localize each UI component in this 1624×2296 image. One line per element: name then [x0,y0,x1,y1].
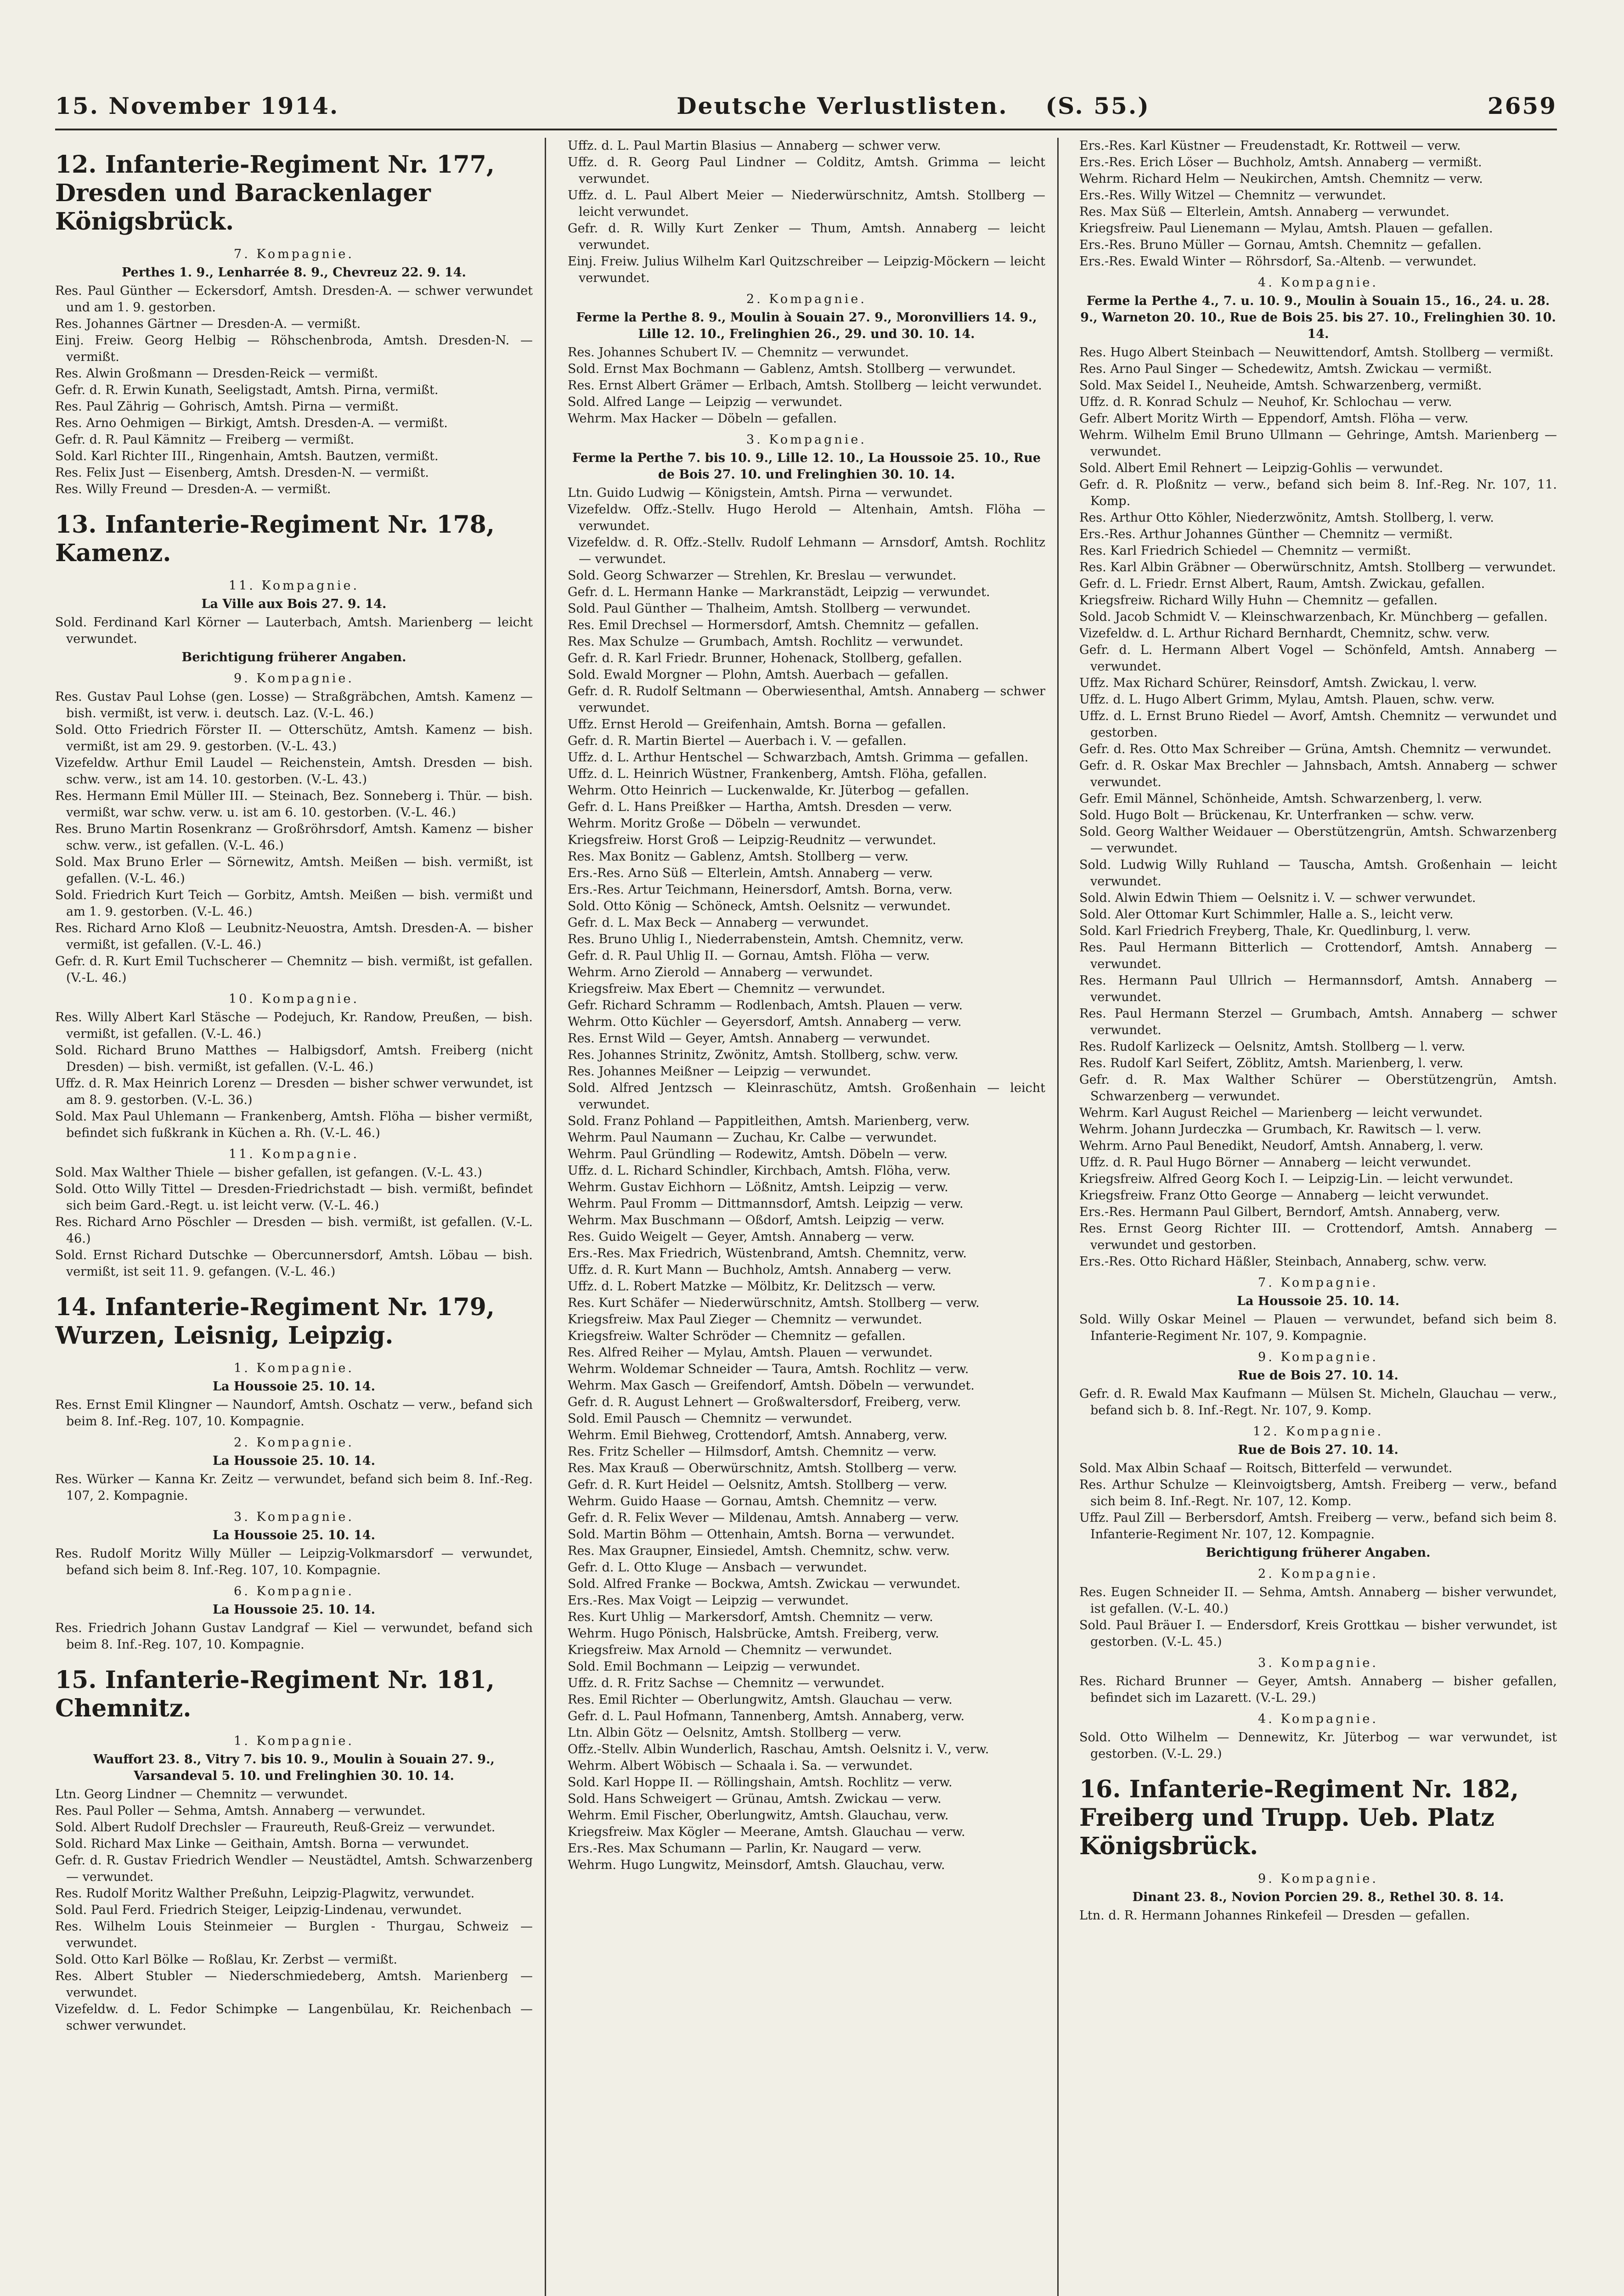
casualty-entry: Wehrm. Karl August Reichel — Marienberg — leicht verwundet. [1079,1106,1483,1120]
casualty-entry: Kriegsfreiw. Paul Lienemann — Mylau, Amtsh. Plauen — gefallen. [1079,221,1493,236]
place-line: Dinant 23. 8., Novion Porcien 29. 8., Rethel 30. 8. 14. [1132,1890,1504,1904]
casualty-entry: Sold. Emil Pausch — Chemnitz — verwundet. [568,1412,852,1426]
casualty-entry: Sold. Max Paul Uhlemann — Frankenberg, Amtsh. Flöha — bisher vermißt, befindet sich fußkrank in Küchen a. Rh. (V.-L. 46.) [55,1109,533,1140]
casualty-entry: Uffz. d. L. Hugo Albert Grimm, Mylau, Amtsh. Plauen, schw. verw. [1079,692,1495,707]
casualty-entry: Res. Emil Drechsel — Hormersdorf, Amtsh. Chemnitz — gefallen. [568,618,979,632]
casualty-entry: Res. Arthur Otto Köhler, Niederzwönitz, Amtsh. Stollberg, l. verw. [1079,511,1494,525]
casualty-entry: Wehrm. Paul Naumann — Zuchau, Kr. Calbe — verwundet. [568,1131,937,1145]
casualty-entry: Res. Ernst Wild — Geyer, Amtsh. Annaberg — verwundet. [568,1031,930,1046]
casualty-entry: Res. Karl Albin Gräbner — Oberwürschnitz, Amtsh. Stollberg — verwundet. [1079,560,1556,574]
casualty-entry: Sold. Max Walther Thiele — bisher gefallen, ist gefangen. (V.-L. 43.) [55,1165,482,1180]
casualty-entry: Res. Rudolf Moritz Walther Preßuhn, Leipzig-Plagwitz, verwundet. [55,1886,475,1901]
casualty-entry: Gefr. d. R. Ewald Max Kaufmann — Mülsen St. Micheln, Glauchau — verw., befand sich b. 8. Inf.-Regt. Nr. 107, 9. Komp. [1079,1387,1557,1418]
casualty-entry: Einj. Freiw. Georg Helbig — Röhschenbroda, Amtsh. Dresden-N. — vermißt. [55,333,533,364]
casualty-entry: Res. Kurt Schäfer — Niederwürschnitz, Amtsh. Stollberg — verw. [568,1296,980,1310]
casualty-entry: Sold. Hugo Bolt — Brückenau, Kr. Unterfranken — schw. verw. [1079,808,1474,822]
casualty-entry: Kriegsfreiw. Horst Groß — Leipzig-Reudnitz — verwundet. [568,833,936,847]
casualty-entry: Sold. Max Seidel I., Neuheide, Amtsh. Schwarzenberg, vermißt. [1079,378,1482,393]
casualty-entry: Res. Max Süß — Elterlein, Amtsh. Annaberg — verwundet. [1079,205,1449,219]
casualty-entry: Sold. Emil Bochmann — Leipzig — verwundet. [568,1660,861,1674]
casualty-entry: Res. Paul Zährig — Gohrisch, Amtsh. Pirna — vermißt. [55,400,399,414]
header-date: 15. November 1914. [55,92,339,119]
casualty-entry: Sold. Alwin Edwin Thiem — Oelsnitz i. V. — schwer verwundet. [1079,891,1476,905]
section-heading: 12. Infanterie-Regiment Nr. 177, Dresden und Barackenlager Königsbrück. [55,151,495,236]
company-heading: 9. Kompagnie. [1258,1350,1378,1364]
casualty-entry: Wehrm. Richard Helm — Neukirchen, Amtsh. Chemnitz — verw. [1079,172,1483,186]
casualty-entry: Sold. Albert Rudolf Drechsler — Fraureuth, Reuß-Greiz — verwundet. [55,1820,496,1835]
casualty-entry: Ers.-Res. Erich Löser — Buchholz, Amtsh. Annaberg — vermißt. [1079,155,1482,169]
casualty-entry: Res. Paul Poller — Sehma, Amtsh. Annaberg — verwundet. [55,1804,426,1818]
casualty-entry: Res. Max Schulze — Grumbach, Amtsh. Rochlitz — verwundet. [568,635,964,649]
casualty-entry: Res. Paul Hermann Sterzel — Grumbach, Amtsh. Annaberg — schwer verwundet. [1079,1007,1557,1037]
company-heading: 3. Kompagnie. [746,433,867,447]
casualty-entry: Sold. Jacob Schmidt V. — Kleinschwarzenbach, Kr. Münchberg — gefallen. [1079,610,1548,624]
place-line: Berichtigung früherer Angaben. [1206,1546,1431,1560]
casualty-entry: Sold. Ludwig Willy Ruhland — Tauscha, Amtsh. Großenhain — leicht verwundet. [1079,858,1557,889]
casualty-entry: Sold. Richard Max Linke — Geithain, Amtsh. Borna — verwundet. [55,1837,469,1851]
casualty-entry: Res. Ernst Emil Klingner — Naundorf, Amtsh. Oschatz — verw., befand sich beim 8. Inf.-Reg. 107, 10. Kompagnie. [55,1398,533,1429]
company-heading: 6. Kompagnie. [234,1584,354,1598]
casualty-entry: Uffz. d. R. Paul Hugo Börner — Annaberg — leicht verwundet. [1079,1155,1472,1170]
casualty-entry: Sold. Karl Richter III., Ringenhain, Amtsh. Bautzen, vermißt. [55,449,439,463]
casualty-entry: Gefr. d. R. Karl Friedr. Brunner, Hohenack, Stollberg, gefallen. [568,651,962,665]
casualty-entry: Uffz. d. L. Ernst Bruno Riedel — Avorf, Amtsh. Chemnitz — verwundet und gestorben. [1079,709,1557,740]
casualty-entry: Sold. Alfred Jentzsch — Kleinraschütz, Amtsh. Großenhain — leicht verwundet. [568,1081,1045,1112]
casualty-entry: Res. Johannes Strinitz, Zwönitz, Amtsh. Stollberg, schw. verw. [568,1048,959,1062]
casualty-entry: Sold. Aler Ottomar Kurt Schimmler, Halle a. S., leicht verw. [1079,907,1454,922]
casualty-entry: Uffz. Ernst Herold — Greifenhain, Amtsh. Borna — gefallen. [568,717,947,732]
header-title: Deutsche Verlustlisten. (S. 55.) [677,92,1150,119]
casualty-entry: Gefr. d. L. Hermann Hanke — Markranstädt, Leipzig — verwundet. [568,585,990,599]
casualty-entry: Wehrm. Albert Wöbisch — Schaala i. Sa. — verwundet. [568,1759,913,1773]
casualty-entry: Sold. Friedrich Kurt Teich — Gorbitz, Amtsh. Meißen — bish. vermißt und am 1. 9. gestorben. (V.-L. 46.) [55,888,533,919]
casualty-entry: Res. Alfred Reiher — Mylau, Amtsh. Plauen — verwundet. [568,1345,933,1360]
casualty-entry: Res. Guido Weigelt — Geyer, Amtsh. Annaberg — verw. [568,1230,914,1244]
casualty-entry: Wehrm. Otto Heinrich — Luckenwalde, Kr. Jüterbog — gefallen. [568,783,970,798]
casualty-entry: Sold. Alfred Franke — Bockwa, Amtsh. Zwickau — verwundet. [568,1577,961,1591]
casualty-entry: Offz.-Stellv. Albin Wunderlich, Raschau, Amtsh. Oelsnitz i. V., verw. [568,1742,989,1756]
place-line: Berichtigung früherer Angaben. [181,650,406,664]
casualty-entry: Gefr. d. R. Rudolf Seltmann — Oberwiesenthal, Amtsh. Annaberg — schwer verwundet. [568,684,1045,715]
casualty-entry: Gefr. d. L. Friedr. Ernst Albert, Raum, Amtsh. Zwickau, gefallen. [1079,577,1485,591]
casualty-entry: Wehrm. Moritz Große — Döbeln — verwundet. [568,816,861,831]
column-1 [55,138,533,2296]
casualty-entry: Gefr. d. L. Max Beck — Annaberg — verwundet. [568,916,869,930]
company-heading: 2. Kompagnie. [746,292,867,306]
company-heading: 7. Kompagnie. [234,247,354,261]
column-divider [1057,138,1059,2296]
casualty-entry: Res. Ernst Albert Grämer — Erlbach, Amtsh. Stollberg — leicht verwundet. [568,378,1042,393]
casualty-entry: Gefr. Emil Männel, Schönheide, Amtsh. Schwarzenberg, l. verw. [1079,792,1483,806]
casualty-entry: Res. Max Krauß — Oberwürschnitz, Amtsh. Stollberg — verw. [568,1461,957,1475]
casualty-entry: Kriegsfreiw. Max Ebert — Chemnitz — verwundet. [568,982,885,996]
casualty-entry: Gefr. d. R. Felix Wever — Mildenau, Amtsh. Annaberg — verw. [568,1511,959,1525]
casualty-entry: Wehrm. Otto Küchler — Geyersdorf, Amtsh. Annaberg — verw. [568,1015,962,1029]
casualty-entry: Res. Hermann Emil Müller III. — Steinach, Bez. Sonneberg i. Thür. — bish. vermißt, war schw. verw. u. ist am 6. 10. gestorben. (V.-L. 46.) [55,789,533,820]
casualty-entry: Gefr. d. R. Ploßnitz — verw., befand sich beim 8. Inf.-Reg. Nr. 107, 11. Komp. [1079,478,1557,508]
casualty-entry: Wehrm. Johann Jurdeczka — Grumbach, Kr. Rawitsch — l. verw. [1079,1122,1482,1137]
casualty-entry: Ers.-Res. Hermann Paul Gilbert, Berndorf, Amtsh. Annaberg, verw. [1079,1205,1500,1219]
company-heading: 3. Kompagnie. [234,1510,354,1524]
casualty-entry: Wehrm. Gustav Eichhorn — Lößnitz, Amtsh. Leipzig — verw. [568,1180,948,1194]
casualty-entry: Sold. Ewald Morgner — Plohn, Amtsh. Auerbach — gefallen. [568,668,949,682]
company-heading: 12. Kompagnie. [1252,1424,1384,1439]
place-line: La Houssoie 25. 10. 14. [1237,1294,1399,1308]
casualty-entry: Ers.-Res. Max Voigt — Leipzig — verwundet. [568,1593,849,1608]
casualty-entry: Gefr. d. L. Hans Preißker — Hartha, Amtsh. Dresden — verw. [568,800,953,814]
casualty-entry: Sold. Paul Günther — Thalheim, Amtsh. Stollberg — verwundet. [568,602,971,616]
casualty-entry: Gefr. d. R. Martin Biertel — Auerbach i. V. — gefallen. [568,734,907,748]
casualty-entry: Res. Johannes Gärtner — Dresden-A. — vermißt. [55,317,361,331]
company-heading: 10. Kompagnie. [228,992,360,1006]
casualty-entry: Ers.-Res. Max Schumann — Parlin, Kr. Naugard — verw. [568,1841,922,1856]
casualty-entry: Sold. Otto König — Schöneck, Amtsh. Oelsnitz — verwundet. [568,899,951,913]
casualty-entry: Res. Max Bonitz — Gablenz, Amtsh. Stollberg — verw. [568,850,909,864]
casualty-entry: Res. Richard Arno Kloß — Leubnitz-Neuostra, Amtsh. Dresden-A. — bisher vermißt, ist gefallen. (V.-L. 46.) [55,921,533,952]
casualty-entry: Res. Kurt Uhlig — Markersdorf, Amtsh. Chemnitz — verw. [568,1610,933,1624]
casualty-entry: Vizefeldw. d. R. Offz.-Stellv. Rudolf Lehmann — Arnsdorf, Amtsh. Rochlitz — verwundet. [568,535,1045,566]
casualty-entry: Uffz. d. L. Paul Martin Blasius — Annaberg — schwer verw. [568,139,941,153]
place-line: Ferme la Perthe 8. 9., Moulin à Souain 27. 9., Moronvilliers 14. 9., Lille 12. 10., Frelinghien 26., 29. und 30. 10. 14. [576,310,1037,341]
casualty-entry: Res. Alwin Großmann — Dresden-Reick — vermißt. [55,366,378,381]
casualty-entry: Gefr. d. L. Otto Kluge — Ansbach — verwundet. [568,1560,868,1575]
casualty-entry: Gefr. d. Res. Otto Max Schreiber — Grüna, Amtsh. Chemnitz — verwundet. [1079,742,1552,756]
casualty-entry: Res. Rudolf Moritz Willy Müller — Leipzig-Volkmarsdorf — verwundet, befand sich beim 8. Inf.-Reg. 107, 10. Kompagnie. [55,1547,533,1577]
casualty-entry: Uffz. d. L. Heinrich Wüstner, Frankenberg, Amtsh. Flöha, gefallen. [568,767,987,781]
section-heading: 14. Infanterie-Regiment Nr. 179, Wurzen, Leisnig, Leipzig. [55,1293,495,1350]
casualty-entry: Kriegsfreiw. Max Paul Zieger — Chemnitz — verwundet. [568,1312,922,1327]
casualty-entry: Kriegsfreiw. Alfred Georg Koch I. — Leipzig-Lin. — leicht verwundet. [1079,1172,1513,1186]
casualty-entry: Uffz. Max Richard Schürer, Reinsdorf, Amtsh. Zwickau, l. verw. [1079,676,1477,690]
casualty-entry: Sold. Richard Bruno Matthes — Halbigsdorf, Amtsh. Freiberg (nicht Dresden) — bish. vermißt, ist gefallen. (V.-L. 46.) [55,1043,533,1074]
casualty-entry: Sold. Otto Willy Tittel — Dresden-Friedrichstadt — bish. vermißt, befindet sich beim Gard.-Regt. u. ist leicht verw. (V.-L. 46.) [55,1182,533,1213]
casualty-entry: Sold. Ernst Richard Dutschke — Obercunnersdorf, Amtsh. Löbau — bish. vermißt, ist seit 11. 9. gefangen. (V.-L. 46.) [55,1248,533,1279]
casualty-entry: Wehrm. Arno Zierold — Annaberg — verwundet. [568,965,873,979]
company-heading: 2. Kompagnie. [1258,1567,1378,1581]
casualty-entry: Res. Eugen Schneider II. — Sehma, Amtsh. Annaberg — bisher verwundet, ist gefallen. (V.-L. 40.) [1079,1585,1557,1616]
casualty-entry: Res. Karl Friedrich Schiedel — Chemnitz — vermißt. [1079,544,1411,558]
casualty-entry: Sold. Alfred Lange — Leipzig — verwundet. [568,395,843,409]
casualty-entry: Ers.-Res. Bruno Müller — Gornau, Amtsh. Chemnitz — gefallen. [1079,238,1482,252]
place-line: Ferme la Perthe 7. bis 10. 9., Lille 12. 10., La Houssoie 25. 10., Rue de Bois 27. 10. und Frelinghien 30. 10. 14. [572,451,1041,482]
casualty-entry: Gefr. d. R. Paul Kämnitz — Freiberg — vermißt. [55,433,355,447]
place-line: La Ville aux Bois 27. 9. 14. [201,597,387,611]
casualty-entry: Wehrm. Paul Gründling — Rodewitz, Amtsh. Döbeln — verw. [568,1147,948,1161]
casualty-entry: Res. Johannes Schubert IV. — Chemnitz — verwundet. [568,345,909,360]
casualty-entry: Ers.-Res. Otto Richard Häßler, Steinbach, Annaberg, schw. verw. [1079,1255,1487,1269]
casualty-entry: Res. Willy Freund — Dresden-A. — vermißt. [55,482,331,496]
casualty-entry: Gefr. d. R. Oskar Max Brechler — Jahnsbach, Amtsh. Annaberg — schwer verwundet. [1079,759,1557,789]
casualty-entry: Sold. Karl Friedrich Freyberg, Thale, Kr. Quedlinburg, l. verw. [1079,924,1471,938]
casualty-entry: Ltn. Albin Götz — Oelsnitz, Amtsh. Stollberg — verw. [568,1726,902,1740]
casualty-entry: Sold. Otto Friedrich Förster II. — Otterschütz, Amtsh. Kamenz — bish. vermißt, ist am 29. 9. gestorben. (V.-L. 43.) [55,723,533,754]
casualty-entry: Ers.-Res. Artur Teichmann, Heinersdorf, Amtsh. Borna, verw. [568,883,953,897]
casualty-entry: Wehrm. Guido Haase — Gornau, Amtsh. Chemnitz — verw. [568,1494,937,1508]
casualty-entry: Res. Johannes Meißner — Leipzig — verwundet. [568,1064,871,1079]
casualty-entry: Kriegsfreiw. Franz Otto George — Annaberg — leicht verwundet. [1079,1188,1489,1203]
casualty-entry: Sold. Albert Emil Rehnert — Leipzig-Gohlis — verwundet. [1079,461,1444,475]
company-heading: 4. Kompagnie. [1258,276,1378,290]
casualty-entry: Res. Richard Brunner — Geyer, Amtsh. Annaberg — bisher gefallen, befindet sich im Lazarett. (V.-L. 29.) [1079,1674,1557,1705]
casualty-entry: Wehrm. Paul Fromm — Dittmannsdorf, Amtsh. Leipzig — verw. [568,1197,964,1211]
casualty-entry: Kriegsfreiw. Richard Willy Huhn — Chemnitz — gefallen. [1079,593,1438,608]
header-issue: (S. 55.) [1045,92,1150,119]
casualty-entry: Sold. Max Albin Schaaf — Roitsch, Bitterfeld — verwundet. [1079,1461,1453,1475]
place-line: Perthes 1. 9., Lenharrée 8. 9., Chevreuz 22. 9. 14. [122,265,466,280]
casualty-entry: Uffz. d. R. Georg Paul Lindner — Colditz, Amtsh. Grimma — leicht verwundet. [568,155,1045,186]
company-heading: 1. Kompagnie. [234,1361,354,1375]
casualty-entry: Res. Bruno Uhlig I., Niederrabenstein, Amtsh. Chemnitz, verw. [568,932,964,946]
casualty-entry: Gefr. d. R. Kurt Emil Tuchscherer — Chemnitz — bish. vermißt, ist gefallen. (V.-L. 46.) [55,954,533,985]
casualty-entry: Uffz. d. L. Paul Albert Meier — Niederwürschnitz, Amtsh. Stollberg — leicht verwundet. [568,188,1045,219]
casualty-entry: Ers.-Res. Arno Süß — Elterlein, Amtsh. Annaberg — verw. [568,866,933,880]
place-line: La Houssoie 25. 10. 14. [213,1379,375,1394]
casualty-entry: Vizefeldw. Arthur Emil Laudel — Reichenstein, Amtsh. Dresden — bish. schw. verw., ist am 14. 10. gestorben. (V.-L. 43.) [55,756,533,787]
place-line: Rue de Bois 27. 10. 14. [1238,1443,1398,1457]
casualty-entry: Res. Albert Stubler — Niederschmiedeberg, Amtsh. Marienberg — verwundet. [55,1969,533,2000]
company-heading: 9. Kompagnie. [234,671,354,686]
casualty-entry: Wehrm. Arno Paul Benedikt, Neudorf, Amtsh. Annaberg, l. verw. [1079,1139,1483,1153]
column-2 [568,138,1045,2296]
casualty-entry: Wehrm. Emil Fischer, Oberlungwitz, Amtsh. Glauchau, verw. [568,1808,949,1823]
casualty-entry: Res. Paul Günther — Eckersdorf, Amtsh. Dresden-A. — schwer verwundet und am 1. 9. gestorben. [55,284,533,315]
casualty-entry: Kriegsfreiw. Max Arnold — Chemnitz — verwundet. [568,1643,892,1657]
place-line: La Houssoie 25. 10. 14. [213,1528,375,1542]
casualty-entry: Uffz. d. R. Fritz Sachse — Chemnitz — verwundet. [568,1676,885,1690]
casualty-entry: Sold. Otto Wilhelm — Dennewitz, Kr. Jüterbog — war verwundet, ist gestorben. (V.-L. 29.) [1079,1730,1557,1761]
place-line: Wauffort 23. 8., Vitry 7. bis 10. 9., Moulin à Souain 27. 9., Varsandeval 5. 10. und Frelinghien 30. 10. 14. [93,1752,495,1783]
casualty-entry: Sold. Willy Oskar Meinel — Plauen — verwundet, befand sich beim 8. Infanterie-Regiment Nr. 107, 9. Kompagnie. [1079,1312,1557,1343]
casualty-entry: Einj. Freiw. Julius Wilhelm Karl Quitzschreiber — Leipzig-Möckern — leicht verwundet. [568,254,1045,285]
page-header [55,87,1557,124]
casualty-entry: Gefr. Richard Schramm — Rodlenbach, Amtsh. Plauen — verw. [568,998,963,1013]
casualty-entry: Res. Felix Just — Eisenberg, Amtsh. Dresden-N. — vermißt. [55,466,429,480]
casualty-entry: Uffz. d. L. Richard Schindler, Kirchbach, Amtsh. Flöha, verw. [568,1164,951,1178]
section-heading: 15. Infanterie-Regiment Nr. 181, Chemnitz. [55,1666,495,1722]
casualty-entry: Wehrm. Emil Biehweg, Crottendorf, Amtsh. Annaberg, verw. [568,1428,947,1442]
casualty-entry: Ers.-Res. Max Friedrich, Wüstenbrand, Amtsh. Chemnitz, verw. [568,1246,967,1261]
casualty-entry: Wehrm. Max Gasch — Greifendorf, Amtsh. Döbeln — verwundet. [568,1379,975,1393]
casualty-entry: Sold. Ernst Max Bochmann — Gablenz, Amtsh. Stollberg — verwundet. [568,362,1016,376]
casualty-entry: Ltn. Georg Lindner — Chemnitz — verwundet. [55,1787,348,1801]
casualty-entry: Sold. Paul Bräuer I. — Endersdorf, Kreis Grottkau — bisher verwundet, ist gestorben. (V.-L. 45.) [1079,1618,1557,1649]
casualty-entry: Gefr. d. L. Paul Hofmann, Tannenberg, Amtsh. Annaberg, verw. [568,1709,965,1723]
casualty-entry: Wehrm. Hugo Lungwitz, Meinsdorf, Amtsh. Glauchau, verw. [568,1858,945,1872]
casualty-entry: Res. Gustav Paul Lohse (gen. Losse) — Straßgräbchen, Amtsh. Kamenz — bish. vermißt, ist verw. i. deutsch. Laz. (V.-L. 46.) [55,690,533,720]
company-heading: 1. Kompagnie. [234,1734,354,1748]
casualty-entry: Vizefeldw. d. L. Fedor Schimpke — Langenbülau, Kr. Reichenbach — schwer verwundet. [55,2002,533,2033]
casualty-entry: Res. Arthur Schulze — Kleinvoigtsberg, Amtsh. Freiberg — verw., befand sich beim 8. Inf.-Regt. Nr. 107, 12. Komp. [1079,1478,1557,1508]
casualty-entry: Res. Wilhelm Louis Steinmeier — Burglen - Thurgau, Schweiz — verwundet. [55,1919,533,1950]
place-line: La Houssoie 25. 10. 14. [213,1454,375,1468]
section-heading: 13. Infanterie-Regiment Nr. 178, Kamenz. [55,511,495,567]
casualty-entry: Res. Rudolf Karl Seifert, Zöblitz, Amtsh. Marienberg, l. verw. [1079,1056,1464,1070]
casualty-entry: Sold. Georg Schwarzer — Strehlen, Kr. Breslau — verwundet. [568,568,957,583]
casualty-entry: Ers.-Res. Karl Küstner — Freudenstadt, Kr. Rottweil — verw. [1079,139,1461,153]
casualty-entry: Ers.-Res. Willy Witzel — Chemnitz — verwundet. [1079,188,1386,203]
company-heading: 11. Kompagnie. [228,1147,360,1161]
casualty-entry: Vizefeldw. d. L. Arthur Richard Bernhardt, Chemnitz, schw. verw. [1079,626,1490,641]
casualty-entry: Wehrm. Woldemar Schneider — Taura, Amtsh. Rochlitz — verw. [568,1362,969,1376]
casualty-entry: Res. Paul Hermann Bitterlich — Crottendorf, Amtsh. Annaberg — verwundet. [1079,940,1557,971]
casualty-entry: Ltn. d. R. Hermann Johannes Rinkefeil — Dresden — gefallen. [1079,1908,1470,1923]
casualty-entry: Wehrm. Max Buschmann — Oßdorf, Amtsh. Leipzig — verw. [568,1213,945,1227]
place-line: Ferme la Perthe 4., 7. u. 10. 9., Moulin à Souain 15., 16., 24. u. 28. 9., Warneton 20. 10., Rue de Bois 25. bis 27. 10., Frelinghien 30. 10. 14. [1080,294,1556,341]
casualty-entry: Sold. Ferdinand Karl Körner — Lauterbach, Amtsh. Marienberg — leicht verwundet. [55,615,533,646]
casualty-entry: Gefr. d. R. Max Walther Schürer — Oberstützengrün, Amtsh. Schwarzenberg — verwundet. [1079,1073,1557,1103]
casualty-entry: Res. Ernst Georg Richter III. — Crottendorf, Amtsh. Annaberg — verwundet und gestorben. [1079,1221,1557,1252]
casualty-entry: Uffz. d. L. Robert Matzke — Mölbitz, Kr. Delitzsch — verw. [568,1279,936,1294]
casualty-entry: Ers.-Res. Ewald Winter — Röhrsdorf, Sa.-Altenb. — verwundet. [1079,254,1477,269]
casualty-entry: Uffz. d. R. Kurt Mann — Buchholz, Amtsh. Annaberg — verw. [568,1263,952,1277]
header-rule [55,129,1557,130]
place-line: La Houssoie 25. 10. 14. [213,1603,375,1617]
casualty-entry: Gefr. Albert Moritz Wirth — Eppendorf, Amtsh. Flöha — verw. [1079,411,1469,426]
casualty-entry: Wehrm. Wilhelm Emil Bruno Ullmann — Gehringe, Amtsh. Marienberg — verwundet. [1079,428,1557,459]
company-heading: 4. Kompagnie. [1258,1712,1378,1726]
company-heading: 2. Kompagnie. [234,1435,354,1450]
casualty-entry: Uffz. d. L. Arthur Hentschel — Schwarzbach, Amtsh. Grimma — gefallen. [568,750,1029,765]
casualty-entry: Res. Richard Arno Pöschler — Dresden — bish. vermißt, ist gefallen. (V.-L. 46.) [55,1215,533,1246]
casualty-entry: Res. Max Graupner, Einsiedel, Amtsh. Chemnitz, schw. verw. [568,1544,950,1558]
casualty-entry: Res. Würker — Kanna Kr. Zeitz — verwundet, befand sich beim 8. Inf.-Reg. 107, 2. Kompagnie. [55,1472,533,1503]
casualty-entry: Uffz. d. R. Konrad Schulz — Neuhof, Kr. Schlochau — verw. [1079,395,1452,409]
company-heading: 3. Kompagnie. [1258,1656,1378,1670]
casualty-entry: Kriegsfreiw. Walter Schröder — Chemnitz — gefallen. [568,1329,906,1343]
casualty-entry: Res. Willy Albert Karl Stäsche — Podejuch, Kr. Randow, Preußen, — bish. vermißt, ist gefallen. (V.-L. 46.) [55,1010,533,1041]
column-3 [1079,138,1557,2296]
page-number: 2659 [1487,92,1557,119]
casualty-entry: Uffz. Paul Zill — Berbersdorf, Amtsh. Freiberg — verw., befand sich beim 8. Infanterie-Regiment Nr. 107, 12. Kompagnie. [1079,1511,1557,1542]
place-line: Rue de Bois 27. 10. 14. [1238,1368,1398,1383]
casualty-entry: Uffz. d. R. Max Heinrich Lorenz — Dresden — bisher schwer verwundet, ist am 8. 9. gestorben. (V.-L. 36.) [55,1076,533,1107]
casualty-entry: Res. Friedrich Johann Gustav Landgraf — Kiel — verwundet, befand sich beim 8. Inf.-Reg. 107, 10. Kompagnie. [55,1621,533,1652]
casualty-entry: Res. Emil Richter — Oberlungwitz, Amtsh. Glauchau — verw. [568,1693,953,1707]
casualty-entry: Res. Rudolf Karlizeck — Oelsnitz, Amtsh. Stollberg — l. verw. [1079,1040,1466,1054]
casualty-entry: Res. Hermann Paul Ullrich — Hermannsdorf, Amtsh. Annaberg — verwundet. [1079,974,1557,1004]
casualty-entry: Sold. Otto Karl Bölke — Roßlau, Kr. Zerbst — vermißt. [55,1953,397,1967]
casualty-entry: Gefr. d. R. Gustav Friedrich Wendler — Neustädtel, Amtsh. Schwarzenberg — verwundet. [55,1853,533,1884]
casualty-entry: Sold. Max Bruno Erler — Sörnewitz, Amtsh. Meißen — bish. vermißt, ist gefallen. (V.-L. 46.) [55,855,533,886]
casualty-entry: Wehrm. Hugo Pönisch, Halsbrücke, Amtsh. Freiberg, verw. [568,1626,939,1641]
casualty-entry: Sold. Paul Ferd. Friedrich Steiger, Leipzig-Lindenau, verwundet. [55,1903,462,1917]
casualty-entry: Wehrm. Max Hacker — Döbeln — gefallen. [568,411,837,426]
company-heading: 9. Kompagnie. [1258,1872,1378,1886]
casualty-entry: Sold. Hans Schweigert — Grünau, Amtsh. Zwickau — verw. [568,1792,942,1806]
casualty-entry: Gefr. d. R. Erwin Kunath, Seeligstadt, Amtsh. Pirna, vermißt. [55,383,439,397]
casualty-entry: Res. Fritz Scheller — Hilmsdorf, Amtsh. Chemnitz — verw. [568,1445,937,1459]
casualty-entry: Res. Arno Oehmigen — Birkigt, Amtsh. Dresden-A. — vermißt. [55,416,448,430]
casualty-entry: Kriegsfreiw. Max Kögler — Meerane, Amtsh. Glauchau — verw. [568,1825,965,1839]
column-divider [545,138,546,2296]
casualty-entry: Ltn. Guido Ludwig — Königstein, Amtsh. Pirna — verwundet. [568,486,953,500]
casualty-entry: Gefr. d. R. Kurt Heidel — Oelsnitz, Amtsh. Stollberg — verw. [568,1478,947,1492]
company-heading: 11. Kompagnie. [228,579,360,593]
casualty-entry: Sold. Karl Hoppe II. — Röllingshain, Amtsh. Rochlitz — verw. [568,1775,953,1790]
casualty-entry: Sold. Franz Pohland — Pappitleithen, Amtsh. Marienberg, verw. [568,1114,970,1128]
casualty-entry: Res. Hugo Albert Steinbach — Neuwittendorf, Amtsh. Stollberg — vermißt. [1079,345,1554,360]
casualty-entry: Ers.-Res. Arthur Johannes Günther — Chemnitz — vermißt. [1079,527,1453,541]
casualty-entry: Sold. Martin Böhm — Ottenhain, Amtsh. Borna — verwundet. [568,1527,955,1542]
company-heading: 7. Kompagnie. [1258,1276,1378,1290]
casualty-entry: Gefr. d. R. Willy Kurt Zenker — Thum, Amtsh. Annaberg — leicht verwundet. [568,221,1045,252]
casualty-entry: Gefr. d. R. Paul Uhlig II. — Gornau, Amtsh. Flöha — verw. [568,949,930,963]
section-heading: 16. Infanterie-Regiment Nr. 182, Freiberg und Trupp. Ueb. Platz Königsbrück. [1079,1775,1519,1860]
casualty-entry: Sold. Georg Walther Weidauer — Oberstützengrün, Amtsh. Schwarzenberg — verwundet. [1079,825,1557,855]
casualty-entry: Res. Bruno Martin Rosenkranz — Großröhrsdorf, Amtsh. Kamenz — bisher schw. verw., ist gefallen. (V.-L. 46.) [55,822,533,853]
casualty-entry: Gefr. d. R. August Lehnert — Großwaltersdorf, Freiberg, verw. [568,1395,961,1409]
casualty-entry: Res. Arno Paul Singer — Schedewitz, Amtsh. Zwickau — vermißt. [1079,362,1492,376]
casualty-entry: Gefr. d. L. Hermann Albert Vogel — Schönfeld, Amtsh. Annaberg — verwundet. [1079,643,1557,674]
casualty-entry: Vizefeldw. Offz.-Stellv. Hugo Herold — Altenhain, Amtsh. Flöha — verwundet. [568,502,1045,533]
